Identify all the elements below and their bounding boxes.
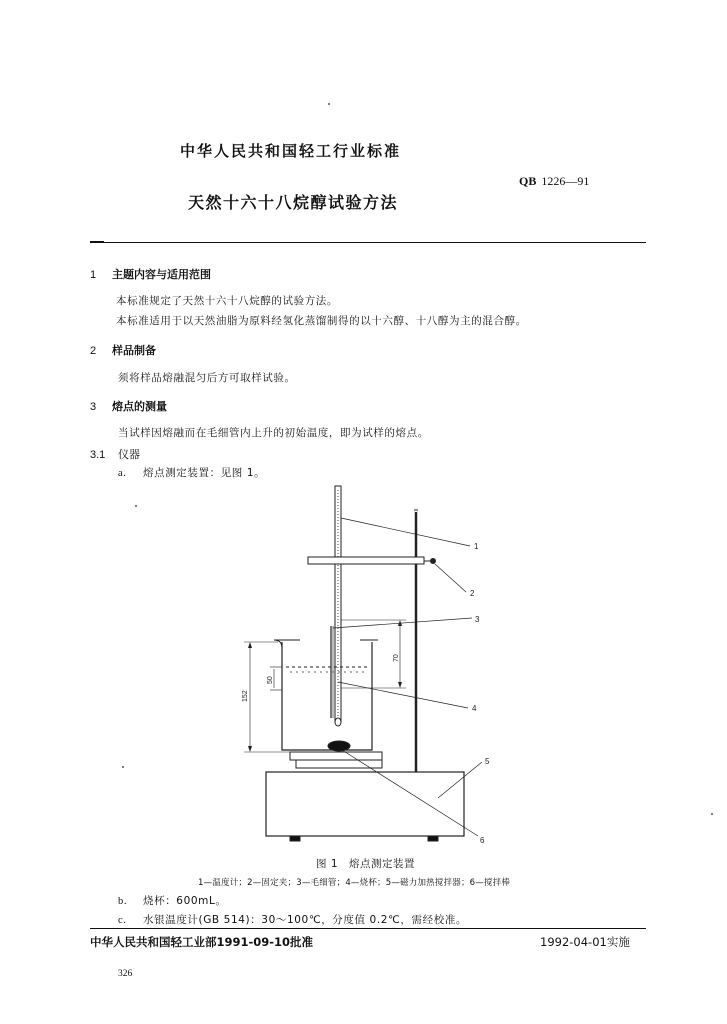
scan-speck xyxy=(135,505,137,507)
section-3-heading xyxy=(90,398,167,414)
standard-code: 1226—91 xyxy=(541,174,590,188)
implementation-date: 1992-04-01实施 xyxy=(540,935,630,949)
item-b xyxy=(118,893,227,908)
item-c-text: 水银温度计(GB 514)：30～100℃，分度值 0.2℃，需经校准。 xyxy=(143,914,468,926)
leader-2 xyxy=(435,564,466,592)
leader-1 xyxy=(341,518,470,546)
subsection-3-1-title: 仪器 xyxy=(118,448,140,461)
item-c xyxy=(118,912,467,927)
apparatus-drawing xyxy=(230,482,500,848)
figure-caption: 图 1 熔点测定装置 xyxy=(316,858,416,870)
section-1-paragraph-2: 本标准适用于以天然油脂为原料经氢化蒸馏制得的以十六醇、十八醇为主的混合醇。 xyxy=(116,315,527,327)
section-3-paragraph-1: 当试样因熔融而在毛细管内上升的初始温度，即为试样的熔点。 xyxy=(118,427,429,439)
dimension-upper: 70 xyxy=(393,654,400,662)
beaker xyxy=(282,642,372,750)
callout-1: 1 xyxy=(474,542,479,551)
leader-3 xyxy=(333,618,472,628)
footer-rule xyxy=(90,928,646,929)
leader-4 xyxy=(338,682,468,708)
item-a-text: 熔点测定装置：见图 1。 xyxy=(143,467,266,479)
standard-number xyxy=(519,174,589,189)
section-3-title: 熔点的测量 xyxy=(112,400,167,413)
section-2-number: 2 xyxy=(90,345,97,357)
issuing-agency: 中华人民共和国轻工行业标准 xyxy=(180,142,402,160)
figure-melting-point-apparatus xyxy=(230,482,500,848)
section-3-number: 3 xyxy=(90,401,97,413)
dimension-total-height: 152 xyxy=(242,690,249,702)
page-number: 326 xyxy=(118,969,133,979)
thermometer-bulb xyxy=(335,718,341,726)
figure-legend: 1—温度计；2—固定夹；3—毛细管；4—烧杯；5—磁力加热搅拌器；6—搅拌棒 xyxy=(198,878,511,888)
stir-bar xyxy=(328,741,350,751)
standard-prefix: QB xyxy=(519,174,537,188)
callout-2: 2 xyxy=(470,589,475,598)
scan-speck xyxy=(328,103,330,105)
scan-speck xyxy=(122,766,124,768)
dimension-liquid: 50 xyxy=(267,676,274,684)
section-1-number: 1 xyxy=(90,269,97,281)
item-c-label: c. xyxy=(118,915,127,926)
subsection-3-1-heading xyxy=(90,446,140,462)
item-b-label: b. xyxy=(118,896,128,907)
section-1-title: 主题内容与适用范围 xyxy=(112,268,211,281)
approval-statement: 中华人民共和国轻工业部1991-09-10批准 xyxy=(90,935,314,949)
subsection-3-1-number: 3.1 xyxy=(90,449,106,461)
scan-speck xyxy=(711,813,713,815)
hotplate-top xyxy=(290,752,382,760)
callout-4: 4 xyxy=(472,704,477,713)
magnetic-stirrer-base xyxy=(266,772,464,836)
document-title: 天然十六十八烷醇试验方法 xyxy=(188,193,399,212)
section-2-paragraph-1: 须将样品熔融混匀后方可取样试验。 xyxy=(118,372,296,384)
item-a xyxy=(118,465,265,480)
section-1-heading xyxy=(90,266,211,282)
header-rule-mark xyxy=(90,241,104,243)
header-rule xyxy=(90,242,646,243)
section-1-paragraph-1: 本标准规定了天然十六十八烷醇的试验方法。 xyxy=(116,295,338,307)
section-2-heading xyxy=(90,342,156,358)
callout-5: 5 xyxy=(485,757,490,766)
item-b-text: 烧杯：600mL。 xyxy=(143,895,227,907)
section-2-title: 样品制备 xyxy=(112,344,156,357)
item-a-label: a. xyxy=(118,468,127,479)
callout-3: 3 xyxy=(475,615,480,624)
clamp-bar xyxy=(308,557,424,564)
callout-6: 6 xyxy=(480,836,485,845)
